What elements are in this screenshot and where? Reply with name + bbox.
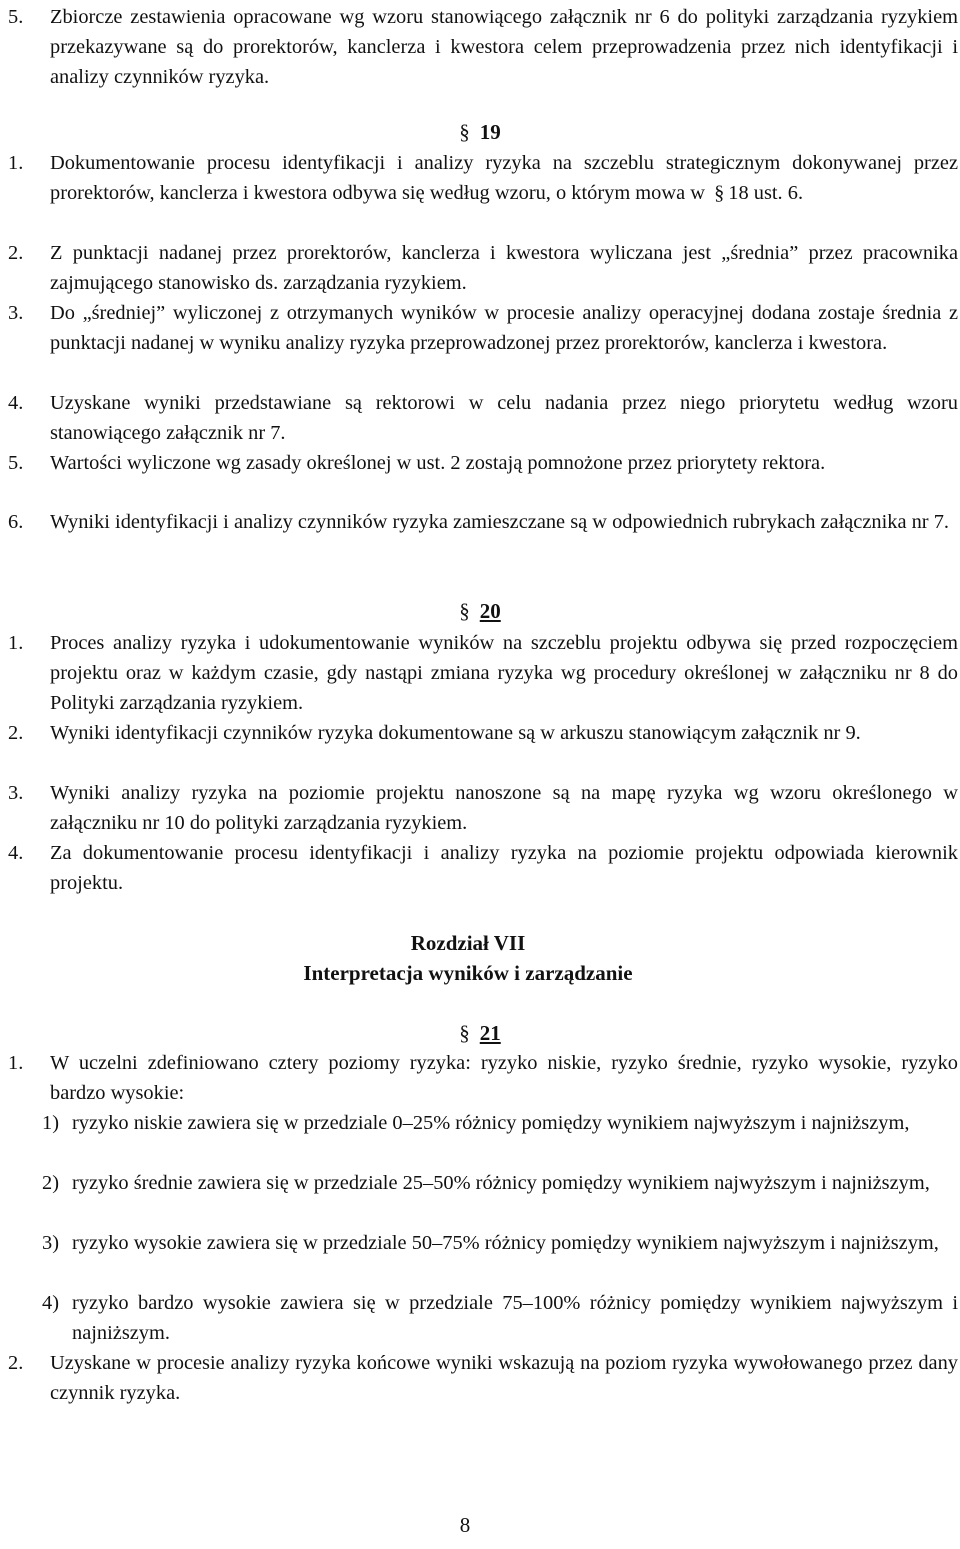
sub-item-number: 4) xyxy=(42,1292,59,1314)
paragraph-item xyxy=(8,1348,958,1408)
paragraph-item xyxy=(8,2,958,92)
paragraph-item xyxy=(8,298,958,358)
paragraph-symbol: § xyxy=(714,182,725,204)
item-text: Zbiorcze zestawienia opracowane wg wzoru stanowiącego załącznik nr 6 do polityki zarządzania ryzykiem przekazywane są do prorektorów, kanclerza i kwestora celem przeprowadzenia przez nich identyfikacji i analizy czynników ryzyka. xyxy=(50,6,958,88)
section-heading-19 xyxy=(0,117,960,147)
item-text: Wyniki analizy ryzyka na poziomie projektu nanoszone są na mapę ryzyka wg wzoru określonego w załączniku nr 10 do polityki zarządzania ryzykiem. xyxy=(50,782,958,834)
item-number: 4. xyxy=(8,392,24,414)
section-heading-21 xyxy=(0,1018,960,1048)
item-number: 5. xyxy=(8,452,24,474)
paragraph-item xyxy=(8,238,958,298)
section-heading-20 xyxy=(0,596,960,626)
paragraph-item xyxy=(8,1048,958,1108)
sub-item xyxy=(42,1168,958,1198)
paragraph-symbol: § xyxy=(459,599,470,623)
sub-item-text: ryzyko bardzo wysokie zawiera się w przedziale 75–100% różnicy pomiędzy wynikiem najwyższym i najniższym. xyxy=(72,1292,958,1344)
item-number: 2. xyxy=(8,722,24,744)
paragraph-item xyxy=(8,718,958,748)
item-text: W uczelni zdefiniowano cztery poziomy ryzyka: ryzyko niskie, ryzyko średnie, ryzyko wysokie, ryzyko bardzo wysokie: xyxy=(50,1052,958,1104)
paragraph-item xyxy=(8,148,958,208)
page-number: 8 xyxy=(459,1513,471,1537)
sub-item xyxy=(42,1228,958,1258)
item-text: Wartości wyliczone wg zasady określonej w ust. 2 zostają pomnożone przez priorytety rektora. xyxy=(50,452,826,474)
item-text-continued: 18 ust. 6. xyxy=(728,182,804,204)
item-text: Wyniki identyfikacji i analizy czynników ryzyka zamieszczane są w odpowiednich rubrykach załącznika nr 7. xyxy=(50,511,949,533)
item-text: Proces analizy ryzyka i udokumentowanie wyników na szczeblu projektu odbywa się przed rozpoczęciem projektu oraz w każdym czasie, gdy nastąpi zmiana ryzyka wg procedury określonej w załączniku nr 8 do Polityki zarządzania ryzykiem. xyxy=(50,632,958,714)
item-text: Za dokumentowanie procesu identyfikacji i analizy ryzyka na poziomie projektu odpowiada kierownik projektu. xyxy=(50,842,958,894)
paragraph-item xyxy=(8,507,958,537)
paragraph-symbol: § xyxy=(459,1021,470,1045)
item-number: 1. xyxy=(8,1052,24,1074)
section-number: 20 xyxy=(479,599,501,623)
item-number: 4. xyxy=(8,842,24,864)
section-number: 21 xyxy=(479,1021,501,1045)
item-number: 3. xyxy=(8,782,24,804)
sub-item-text: ryzyko niskie zawiera się w przedziale 0–25% różnicy pomiędzy wynikiem najwyższym i najniższym, xyxy=(72,1112,910,1134)
item-text: Do „średniej” wyliczonej z otrzymanych wyników w procesie analizy operacyjnej dodana zostaje średnia z punktacji nadanej w wyniku analizy ryzyka przeprowadzonej przez prorektorów, kanclerza i kwestora. xyxy=(50,302,958,354)
sub-item-number: 1) xyxy=(42,1112,59,1134)
paragraph-item xyxy=(8,448,958,478)
chapter-title: Rozdział VII xyxy=(410,931,526,955)
sub-item xyxy=(42,1288,958,1348)
chapter-subtitle: Interpretacja wyników i zarządzanie xyxy=(303,961,633,985)
item-number: 6. xyxy=(8,511,24,533)
sub-item-number: 2) xyxy=(42,1172,59,1194)
item-number: 5. xyxy=(8,6,24,28)
item-number: 2. xyxy=(8,1352,24,1374)
sub-item-text: ryzyko wysokie zawiera się w przedziale 50–75% różnicy pomiędzy wynikiem najwyższym i najniższym, xyxy=(72,1232,939,1254)
sub-item xyxy=(42,1108,958,1138)
item-text: Uzyskane wyniki przedstawiane są rektorowi w celu nadania przez niego priorytetu według wzoru stanowiącego załącznik nr 7. xyxy=(50,392,958,444)
sub-item-number: 3) xyxy=(42,1232,59,1254)
item-number: 3. xyxy=(8,302,24,324)
paragraph-item xyxy=(8,838,958,898)
paragraph-item xyxy=(8,778,958,838)
item-text: Dokumentowanie procesu identyfikacji i analizy ryzyka na szczeblu strategicznym dokonywanej przez prorektorów, kanclerza i kwestora odbywa się według wzoru, o którym mowa w xyxy=(50,152,958,204)
item-text: Wyniki identyfikacji czynników ryzyka dokumentowane są w arkuszu stanowiącym załącznik nr 9. xyxy=(50,722,861,744)
item-text: Uzyskane w procesie analizy ryzyka końcowe wyniki wskazują na poziom ryzyka wywołowanego przez dany czynnik ryzyka. xyxy=(50,1352,958,1404)
item-number: 2. xyxy=(8,242,24,264)
paragraph-item xyxy=(8,388,958,448)
item-number: 1. xyxy=(8,152,24,174)
paragraph-symbol: § xyxy=(459,120,470,144)
paragraph-item xyxy=(8,628,958,718)
item-number: 1. xyxy=(8,632,24,654)
item-text: Z punktacji nadanej przez prorektorów, kanclerza i kwestora wyliczana jest „średnia” przez pracownika zajmującego stanowisko ds. zarządzania ryzykiem. xyxy=(50,242,958,294)
sub-item-text: ryzyko średnie zawiera się w przedziale 25–50% różnicy pomiędzy wynikiem najwyższym i najniższym, xyxy=(72,1172,930,1194)
section-number: 19 xyxy=(479,120,501,144)
